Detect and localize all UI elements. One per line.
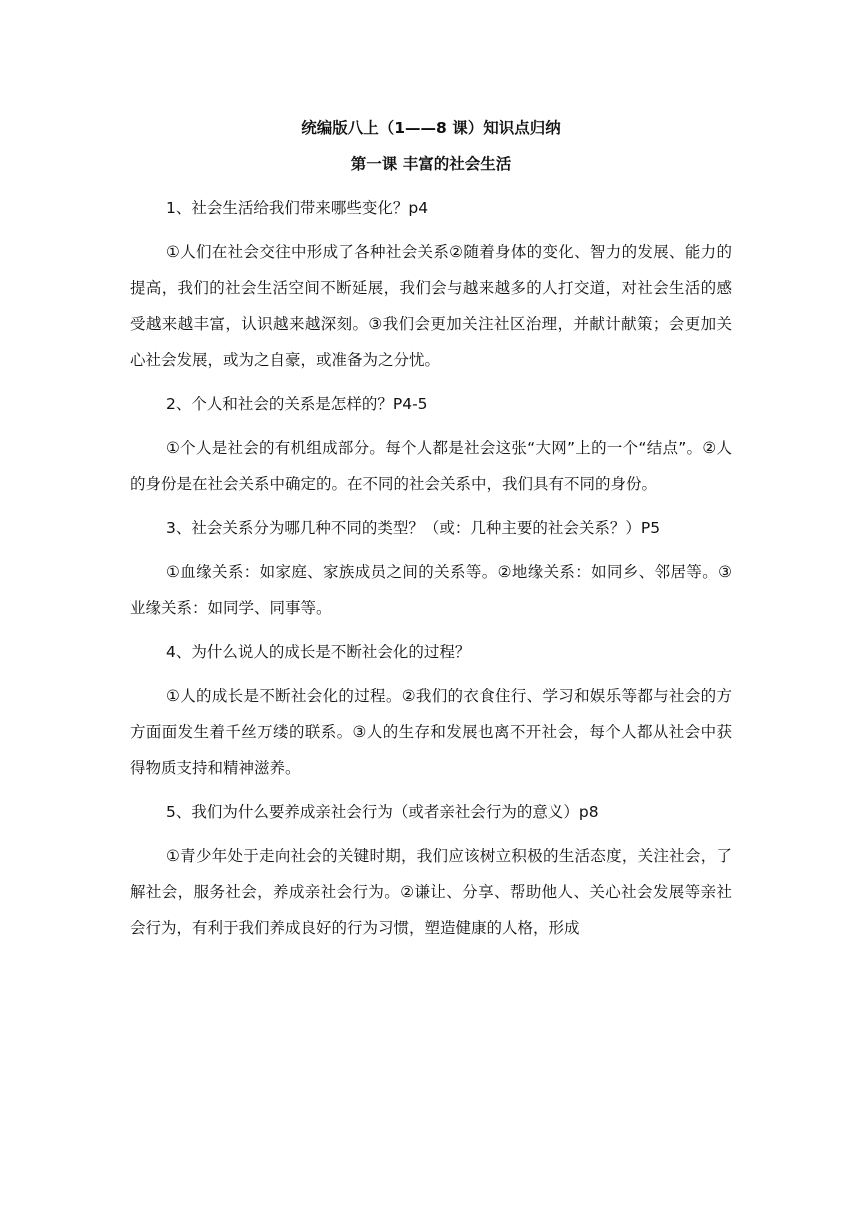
question-1: 1、社会生活给我们带来哪些变化？p4 [166,199,429,217]
answer-1: ①人们在社会交往中形成了各种社会关系②随着身体的变化、智力的发展、能力的提高，我们的社会生活空间不断延展，我们会与越来越多的人打交道，对社会生活的感受越来越丰富，认识越来越深刻。③我们会更加关注社区治理，并献计献策；会更加关心社会发展，或为之自豪，或准备为之分忧。 [130,243,732,369]
answer-3: ①血缘关系：如家庭、家族成员之间的关系等。②地缘关系：如同乡、邻居等。③业缘关系：如同学、同事等。 [130,563,732,617]
answer-5: ①青少年处于走向社会的关键时期，我们应该树立积极的生活态度，关注社会，了解社会，服务社会，养成亲社会行为。②谦让、分享、帮助他人、关心社会发展等亲社会行为，有利于我们养成良好的行为习惯，塑造健康的人格，形成 [130,847,732,937]
answer-4: ①人的成长是不断社会化的过程。②我们的衣食住行、学习和娱乐等都与社会的方方面面发生着千丝万缕的联系。③人的生存和发展也离不开社会，每个人都从社会中获得物质支持和精神滋养。 [130,687,732,777]
question-4: 4、为什么说人的成长是不断社会化的过程？ [166,643,471,661]
document-title: 统编版八上（1——8 课）知识点归纳 [301,119,561,137]
document-page [130,110,732,954]
question-3: 3、社会关系分为哪几种不同的类型？（或：几种主要的社会关系？）P5 [166,519,661,537]
answer-2: ①个人是社会的有机组成部分。每个人都是社会这张“大网”上的一个“结点”。②人的身份是在社会关系中确定的。在不同的社会关系中，我们具有不同的身份。 [130,439,732,493]
lesson-title: 第一课 丰富的社会生活 [350,155,512,173]
question-2: 2、个人和社会的关系是怎样的？P4-5 [166,395,428,413]
question-5: 5、我们为什么要养成亲社会行为（或者亲社会行为的意义）p8 [166,803,599,821]
